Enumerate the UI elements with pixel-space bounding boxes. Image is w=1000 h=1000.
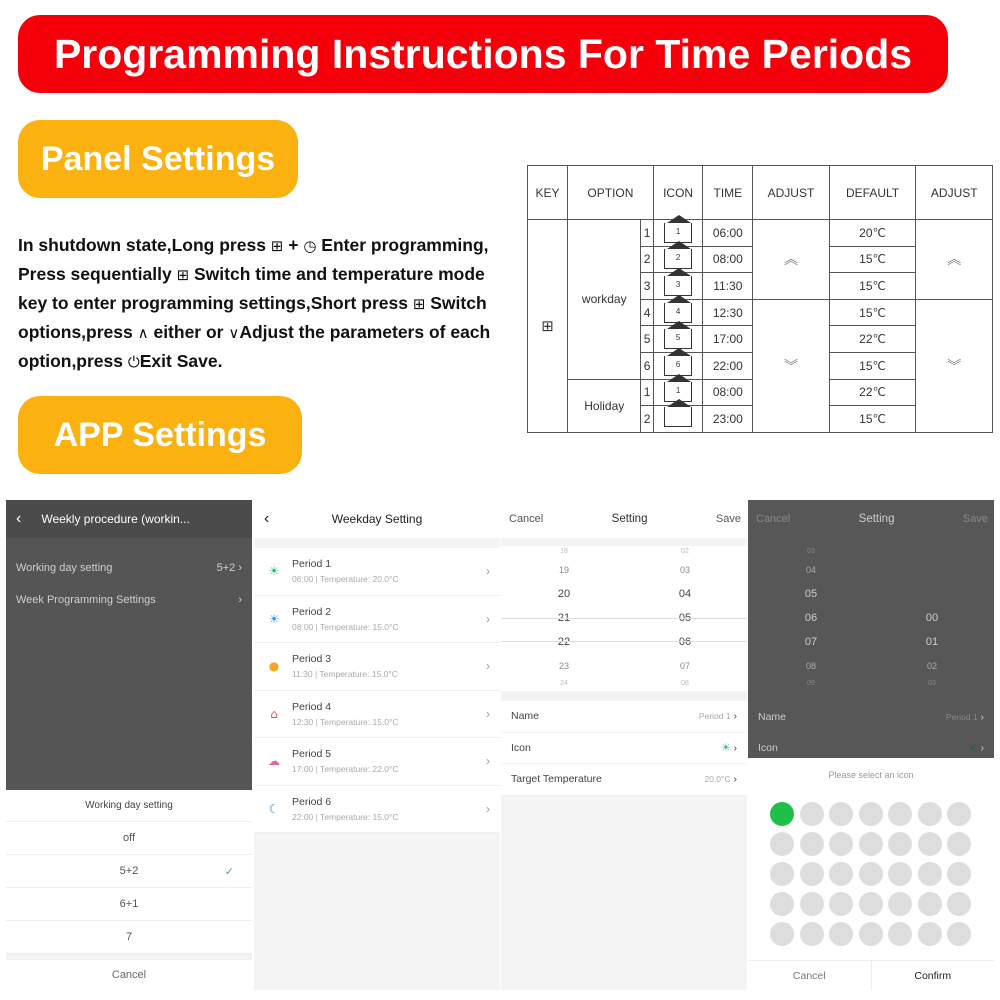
bed-icon[interactable] bbox=[829, 892, 853, 916]
house-icon: 2 bbox=[664, 249, 692, 269]
heart-icon[interactable] bbox=[800, 892, 824, 916]
program-table bbox=[527, 165, 993, 433]
headphones-icon[interactable] bbox=[947, 832, 971, 856]
screen-weekday-setting bbox=[254, 500, 500, 990]
picker-cell bbox=[902, 546, 962, 558]
star-icon[interactable] bbox=[918, 802, 942, 826]
down-icon: ∨ bbox=[228, 324, 240, 342]
time-picker[interactable] bbox=[748, 546, 994, 691]
row-value: 5+2 bbox=[216, 562, 236, 574]
screen-title: Setting bbox=[858, 513, 895, 525]
option-7[interactable] bbox=[6, 921, 252, 954]
time-picker[interactable] bbox=[501, 546, 747, 691]
chat-icon[interactable] bbox=[888, 922, 912, 946]
period-detail: 06:00 | Temperature: 20.0°C bbox=[292, 574, 399, 585]
picker-cell: 05 bbox=[804, 588, 818, 600]
love-icon[interactable] bbox=[888, 832, 912, 856]
back-icon[interactable]: ‹ bbox=[16, 510, 22, 527]
instr-text: Exit Save. bbox=[139, 351, 223, 371]
confirm-button[interactable]: Confirm bbox=[914, 969, 952, 982]
time-cell: 12:30 bbox=[703, 299, 753, 326]
temperature-field[interactable] bbox=[501, 764, 747, 796]
default-cell: 15℃ bbox=[829, 352, 916, 379]
picker-cell: 20 bbox=[557, 588, 571, 600]
drop-icon[interactable] bbox=[888, 892, 912, 916]
header-time: TIME bbox=[703, 166, 753, 220]
sheet-title: Please select an icon bbox=[828, 770, 914, 780]
power-icon: ⏻ bbox=[127, 353, 140, 371]
field-label: Name bbox=[511, 710, 540, 723]
workday-cell: workday bbox=[568, 220, 641, 380]
row-number: 5 bbox=[641, 326, 653, 353]
house-icon: 1 bbox=[664, 382, 692, 402]
picker-cell: 06 bbox=[804, 612, 818, 624]
header-key: KEY bbox=[528, 166, 568, 220]
title-banner bbox=[18, 15, 948, 93]
period-detail: 12:30 | Temperature: 15.0°C bbox=[292, 716, 399, 727]
week-programming-row[interactable] bbox=[6, 584, 252, 616]
row-number: 2 bbox=[641, 406, 653, 433]
row-number: 6 bbox=[641, 352, 653, 379]
period-detail: 08:00 | Temperature: 15.0°C bbox=[292, 621, 399, 632]
moon-icon[interactable] bbox=[859, 802, 883, 826]
grid-key-icon: ⊞ bbox=[176, 266, 190, 284]
default-cell: 22℃ bbox=[829, 326, 916, 353]
option-5-2[interactable] bbox=[6, 855, 252, 888]
option-off[interactable] bbox=[6, 822, 252, 855]
sun-icon: ☀ bbox=[268, 611, 280, 626]
option-label: 7 bbox=[125, 931, 133, 943]
sheet-buttons bbox=[748, 960, 994, 990]
field-label: Icon bbox=[758, 742, 778, 755]
picker-cell: 04 bbox=[805, 565, 816, 575]
default-cell: 20℃ bbox=[829, 220, 916, 247]
picker-cell: 24 bbox=[560, 680, 568, 687]
picker-cell: 03 bbox=[928, 680, 936, 687]
time-cell: 22:00 bbox=[703, 352, 753, 379]
chevron-right-icon: › bbox=[980, 710, 984, 723]
period-name: Period 5 bbox=[292, 748, 332, 761]
music-icon[interactable] bbox=[947, 862, 971, 886]
screen-setting bbox=[501, 500, 747, 990]
screen-setting-icon-select bbox=[748, 500, 994, 990]
minute-column[interactable] bbox=[902, 546, 962, 690]
screen-title: Setting bbox=[611, 513, 648, 525]
chevron-right-icon: › bbox=[733, 773, 737, 786]
option-label: off bbox=[122, 832, 136, 844]
chevron-right-icon: › bbox=[486, 659, 490, 674]
period-name: Period 1 bbox=[292, 558, 332, 571]
field-label: Name bbox=[758, 710, 787, 723]
umbrella-icon[interactable] bbox=[918, 832, 942, 856]
adjust-down-cell bbox=[753, 299, 829, 432]
period-item[interactable] bbox=[254, 691, 500, 739]
book-icon[interactable] bbox=[770, 892, 794, 916]
chevron-right-icon: › bbox=[486, 706, 490, 721]
picker-cell: 07 bbox=[679, 661, 690, 671]
working-day-row[interactable] bbox=[6, 552, 252, 584]
instr-text: option,press bbox=[18, 351, 128, 371]
adjust-up-cell-2 bbox=[916, 220, 993, 300]
up-icon: ∧ bbox=[137, 324, 149, 342]
top-bar bbox=[6, 500, 252, 538]
picker-cell: 01 bbox=[925, 636, 939, 648]
picker-cell: 03 bbox=[807, 548, 815, 555]
picker-cell: 21 bbox=[557, 612, 571, 624]
home-icon[interactable] bbox=[770, 862, 794, 886]
picker-cell: 05 bbox=[678, 612, 692, 624]
row-label: Week Programming Settings bbox=[16, 594, 156, 606]
time-cell: 11:30 bbox=[703, 273, 753, 300]
house-icon: 1 bbox=[664, 223, 692, 243]
panel-settings-label bbox=[18, 120, 298, 198]
instr-text: either or bbox=[148, 322, 229, 342]
chevron-right-icon: › bbox=[486, 564, 490, 579]
double-up-icon: ︽ bbox=[783, 252, 798, 269]
moon-icon: ☾ bbox=[268, 801, 280, 816]
picker-cell: 09 bbox=[807, 680, 815, 687]
period-detail: 11:30 | Temperature: 15.0°C bbox=[292, 669, 398, 680]
row-number: 1 bbox=[641, 379, 653, 406]
picker-cell: 04 bbox=[678, 588, 692, 600]
row-number: 3 bbox=[641, 273, 653, 300]
header-option: OPTION bbox=[568, 166, 654, 220]
chevron-right-icon: › bbox=[980, 742, 984, 755]
house-icon bbox=[664, 407, 692, 427]
period-detail: 17:00 | Temperature: 22.0°C bbox=[292, 764, 399, 775]
period-item[interactable] bbox=[254, 596, 500, 644]
key-cell bbox=[528, 220, 568, 433]
chevron-right-icon: › bbox=[733, 741, 737, 754]
fork-icon[interactable] bbox=[829, 922, 853, 946]
hour-column[interactable] bbox=[781, 546, 841, 690]
picker-cell: 08 bbox=[805, 661, 816, 671]
default-cell: 15℃ bbox=[829, 273, 916, 300]
chevron-right-icon: › bbox=[486, 754, 490, 769]
person-icon[interactable] bbox=[888, 802, 912, 826]
header-icon: ICON bbox=[653, 166, 703, 220]
default-cell: 15℃ bbox=[829, 299, 916, 326]
period-item[interactable] bbox=[254, 786, 500, 834]
period-name: Period 6 bbox=[292, 795, 332, 808]
field-value: 20.0°C bbox=[704, 774, 731, 785]
header-adjust: ADJUST bbox=[753, 166, 829, 220]
chevron-right-icon: › bbox=[238, 562, 242, 574]
panel-instructions bbox=[18, 231, 518, 376]
cloud-sun-icon: ☁ bbox=[268, 754, 280, 769]
save-button[interactable]: Save bbox=[715, 513, 741, 525]
instr-text: Press sequentially bbox=[18, 264, 177, 284]
grid-key-icon: ⊞ bbox=[541, 316, 554, 335]
flag-icon[interactable] bbox=[800, 862, 824, 886]
sheet-title: Working day setting bbox=[6, 790, 252, 822]
picker-cell: 00 bbox=[925, 612, 939, 624]
picker-cell: 08 bbox=[681, 680, 689, 687]
double-down-icon: ︾ bbox=[947, 358, 962, 375]
chevron-right-icon: › bbox=[238, 594, 242, 606]
name-field[interactable] bbox=[748, 701, 994, 733]
icon-select-sheet bbox=[748, 758, 994, 990]
adjust-down-cell-2 bbox=[916, 299, 993, 432]
instr-text: + bbox=[283, 235, 304, 255]
instr-text: Enter programming, bbox=[316, 235, 489, 255]
thumb-icon[interactable] bbox=[888, 862, 912, 886]
back-icon[interactable]: ‹ bbox=[264, 510, 270, 527]
chevron-right-icon: › bbox=[486, 611, 490, 626]
top-bar bbox=[501, 500, 747, 538]
sun-icon[interactable] bbox=[800, 802, 824, 826]
field-value: Period 1 bbox=[945, 711, 978, 722]
picker-cell: 06 bbox=[678, 636, 692, 648]
row-number: 4 bbox=[641, 299, 653, 326]
picker-cell: 07 bbox=[804, 636, 818, 648]
period-name: Period 4 bbox=[292, 700, 332, 713]
header-adjust-2: ADJUST bbox=[916, 166, 993, 220]
screen-title: Weekday Setting bbox=[331, 512, 423, 526]
clock-icon: ◷ bbox=[303, 237, 317, 255]
period-list bbox=[254, 548, 500, 833]
field-label: Icon bbox=[511, 741, 531, 754]
picture-icon[interactable] bbox=[829, 832, 853, 856]
time-cell: 08:00 bbox=[703, 246, 753, 273]
option-label: 6+1 bbox=[119, 898, 139, 910]
row-number: 1 bbox=[641, 220, 653, 247]
field-label: Target Temperature bbox=[511, 773, 602, 786]
top-bar bbox=[254, 500, 500, 538]
working-day-sheet bbox=[6, 790, 252, 990]
icon-cell bbox=[653, 406, 703, 433]
chevron-right-icon: › bbox=[733, 710, 737, 723]
period-name: Period 3 bbox=[292, 653, 332, 666]
alarm-icon[interactable] bbox=[918, 922, 942, 946]
field-value: Period 1 bbox=[698, 711, 731, 722]
time-cell: 17:00 bbox=[703, 326, 753, 353]
sunrise-icon[interactable] bbox=[770, 802, 794, 826]
instr-text: In shutdown state,Long press bbox=[18, 235, 271, 255]
house-icon: 5 bbox=[664, 329, 692, 349]
header-default: DEFAULT bbox=[829, 166, 916, 220]
lock-icon[interactable] bbox=[859, 832, 883, 856]
default-cell: 15℃ bbox=[829, 406, 916, 433]
picker-cell bbox=[902, 582, 962, 606]
picker-cell: 18 bbox=[560, 548, 568, 555]
bulb-icon[interactable] bbox=[918, 892, 942, 916]
picker-cell: 23 bbox=[558, 661, 569, 671]
default-cell: 22℃ bbox=[829, 379, 916, 406]
instr-text: Adjust the parameters of each bbox=[239, 322, 491, 342]
smile-icon[interactable] bbox=[829, 802, 853, 826]
holiday-cell: Holiday bbox=[568, 379, 641, 432]
bottle-icon[interactable] bbox=[859, 892, 883, 916]
sunrise-icon: ☀ bbox=[268, 564, 280, 579]
grid-key-icon: ⊞ bbox=[270, 237, 284, 255]
instr-text: Switch bbox=[425, 293, 487, 313]
car-icon[interactable] bbox=[947, 802, 971, 826]
time-cell: 06:00 bbox=[703, 220, 753, 247]
period-item[interactable] bbox=[254, 738, 500, 786]
chevron-right-icon: › bbox=[486, 801, 490, 816]
picker-cell: 03 bbox=[679, 565, 690, 575]
instr-text: Switch time and temperature mode bbox=[189, 264, 485, 284]
adjust-up-cell bbox=[753, 220, 829, 300]
cancel-button[interactable]: Cancel bbox=[6, 954, 252, 990]
screen-weekly-procedure bbox=[6, 500, 252, 990]
sunrise-icon: ☀ bbox=[721, 741, 731, 754]
cancel-button[interactable]: Cancel bbox=[509, 513, 544, 525]
house-icon: 3 bbox=[664, 276, 692, 296]
mug-icon[interactable] bbox=[947, 922, 971, 946]
time-cell: 08:00 bbox=[703, 379, 753, 406]
picker-selection bbox=[501, 618, 747, 642]
option-6-1[interactable] bbox=[6, 888, 252, 921]
user-icon[interactable] bbox=[859, 922, 883, 946]
picker-cell: 19 bbox=[558, 565, 569, 575]
cancel-button[interactable]: Cancel bbox=[756, 513, 791, 525]
panel-settings-text: Panel Settings bbox=[40, 139, 276, 178]
instr-text: options,press bbox=[18, 322, 138, 342]
setting-fields bbox=[501, 701, 747, 796]
cancel-button[interactable]: Cancel bbox=[748, 961, 872, 990]
option-label: 5+2 bbox=[119, 865, 139, 877]
heart-icon[interactable] bbox=[800, 832, 824, 856]
period-name: Period 2 bbox=[292, 605, 332, 618]
app-settings-text: APP Settings bbox=[53, 415, 267, 454]
period-item[interactable] bbox=[254, 643, 500, 691]
app-settings-label bbox=[18, 396, 302, 474]
save-button[interactable]: Save bbox=[962, 513, 988, 525]
picker-cell: 02 bbox=[926, 661, 937, 671]
icon-field[interactable] bbox=[501, 733, 747, 765]
time-cell: 23:00 bbox=[703, 406, 753, 433]
hand-icon[interactable] bbox=[947, 892, 971, 916]
row-number: 2 bbox=[641, 246, 653, 273]
picker-cell bbox=[902, 558, 962, 582]
house-icon: 6 bbox=[664, 356, 692, 376]
double-up-icon: ︽ bbox=[947, 252, 962, 269]
person-icon: ● bbox=[268, 659, 280, 674]
home-icon: ⌂ bbox=[270, 706, 278, 721]
tv-icon[interactable] bbox=[859, 862, 883, 886]
icon-grid bbox=[748, 792, 994, 956]
speaker-icon[interactable] bbox=[800, 922, 824, 946]
default-cell: 15℃ bbox=[829, 246, 916, 273]
page-title: Programming Instructions For Time Periods bbox=[53, 30, 913, 77]
cup-icon[interactable] bbox=[770, 832, 794, 856]
picker-cell: 02 bbox=[681, 548, 689, 555]
eye-icon[interactable] bbox=[829, 862, 853, 886]
top-bar bbox=[748, 500, 994, 538]
cloud-icon[interactable] bbox=[918, 862, 942, 886]
house-icon: 4 bbox=[664, 303, 692, 323]
period-detail: 22:00 | Temperature: 15.0°C bbox=[292, 811, 399, 822]
double-down-icon: ︾ bbox=[783, 358, 798, 375]
check-icon: ✓ bbox=[224, 865, 234, 878]
screen-title: Weekly procedure (workin... bbox=[41, 512, 190, 526]
name-field[interactable] bbox=[501, 701, 747, 733]
picker-cell: 22 bbox=[557, 636, 571, 648]
leaf-icon[interactable] bbox=[770, 922, 794, 946]
row-label: Working day setting bbox=[16, 562, 113, 574]
grid-key-icon: ⊞ bbox=[412, 295, 426, 313]
instr-text: key to enter programming settings,Short press bbox=[18, 293, 413, 313]
sunrise-icon: ☀ bbox=[968, 742, 978, 755]
period-item[interactable] bbox=[254, 548, 500, 596]
